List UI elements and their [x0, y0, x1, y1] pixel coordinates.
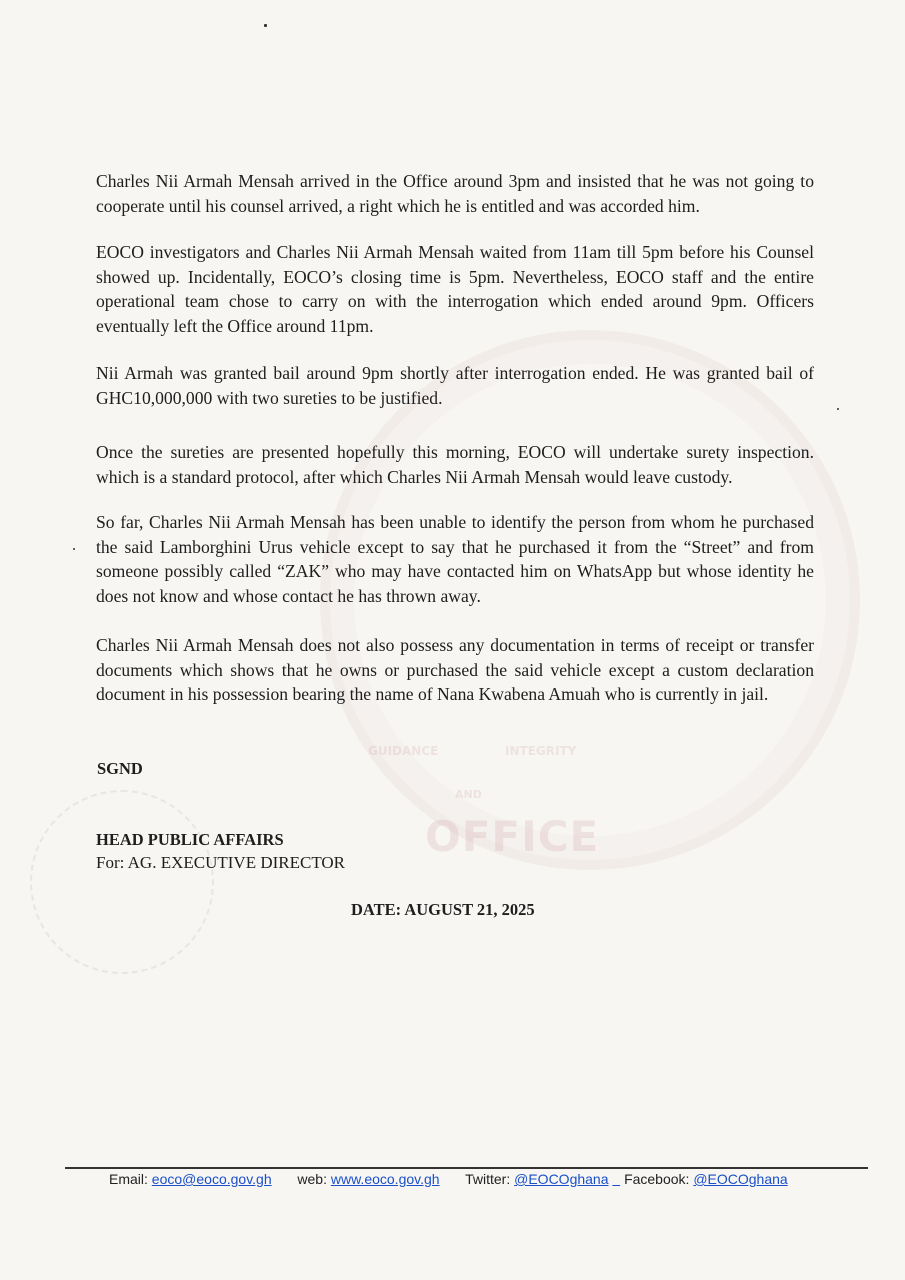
signed-mark: SGND [97, 759, 143, 778]
twitter-link-trailing-underline [612, 1171, 620, 1187]
scan-speck [73, 548, 75, 550]
contact-footer [109, 1171, 788, 1187]
seal-and-text: AND [455, 788, 482, 801]
web-label: web: [297, 1171, 327, 1187]
facebook-link[interactable]: @EOCOghana [693, 1171, 788, 1187]
scan-speck [837, 408, 839, 410]
embossed-stamp [30, 790, 214, 974]
signatory-on-behalf: For: AG. EXECUTIVE DIRECTOR [96, 853, 346, 872]
paragraph-purchase: So far, Charles Nii Armah Mensah has been unable to identify the person from whom he purchased the said Lamborghini Urus vehicle except to say that he purchased it from the “Street” and from someone possibly called “ZAK” who may have contacted him on WhatsApp but whose identity he does not know and whose contact he has thrown away. [96, 512, 814, 606]
seal-integrity-text: INTEGRITY [505, 744, 577, 758]
email-label: Email: [109, 1171, 148, 1187]
footer-divider [65, 1167, 868, 1169]
twitter-link[interactable]: @EOCOghana [514, 1171, 609, 1187]
seal-guidance-text: GUIDANCE [368, 744, 439, 758]
paragraph-arrival: Charles Nii Armah Mensah arrived in the Office around 3pm and insisted that he was not going to cooperate until his counsel arrived, a right which he is entitled and was accorded him. [96, 171, 814, 216]
facebook-label: Facebook: [624, 1171, 690, 1187]
seal-office-text: OFFICE [425, 812, 600, 861]
email-link[interactable]: eoco@eoco.gov.gh [151, 1171, 272, 1187]
signatory-role: HEAD PUBLIC AFFAIRS [96, 830, 284, 849]
scan-speck [264, 24, 267, 27]
document-date: DATE: AUGUST 21, 2025 [351, 900, 535, 919]
paragraph-documentation: Charles Nii Armah Mensah does not also possess any documentation in terms of receipt or transfer documents which shows that he owns or purchased the said vehicle except a custom declaration document in his possession bearing the name of Nana Kwabena Amuah who is currently in jail. [96, 635, 814, 704]
paragraph-waiting: EOCO investigators and Charles Nii Armah Mensah waited from 11am till 5pm before his Counsel showed up. Incidentally, EOCO’s closing time is 5pm. Nevertheless, EOCO staff and the entire operational team chose to carry on with the interrogation which ended around 9pm. Officers eventually left the Office around 11pm. [96, 242, 814, 336]
twitter-label: Twitter: [465, 1171, 511, 1187]
web-link[interactable]: www.eoco.gov.gh [330, 1171, 440, 1187]
paragraph-sureties: Once the sureties are presented hopefully this morning, EOCO will undertake surety inspection. which is a standard protocol, after which Charles Nii Armah Mensah would leave custody. [96, 442, 814, 487]
paragraph-bail: Nii Armah was granted bail around 9pm shortly after interrogation ended. He was granted bail of GHC10,000,000 with two sureties to be justified. [96, 363, 814, 408]
